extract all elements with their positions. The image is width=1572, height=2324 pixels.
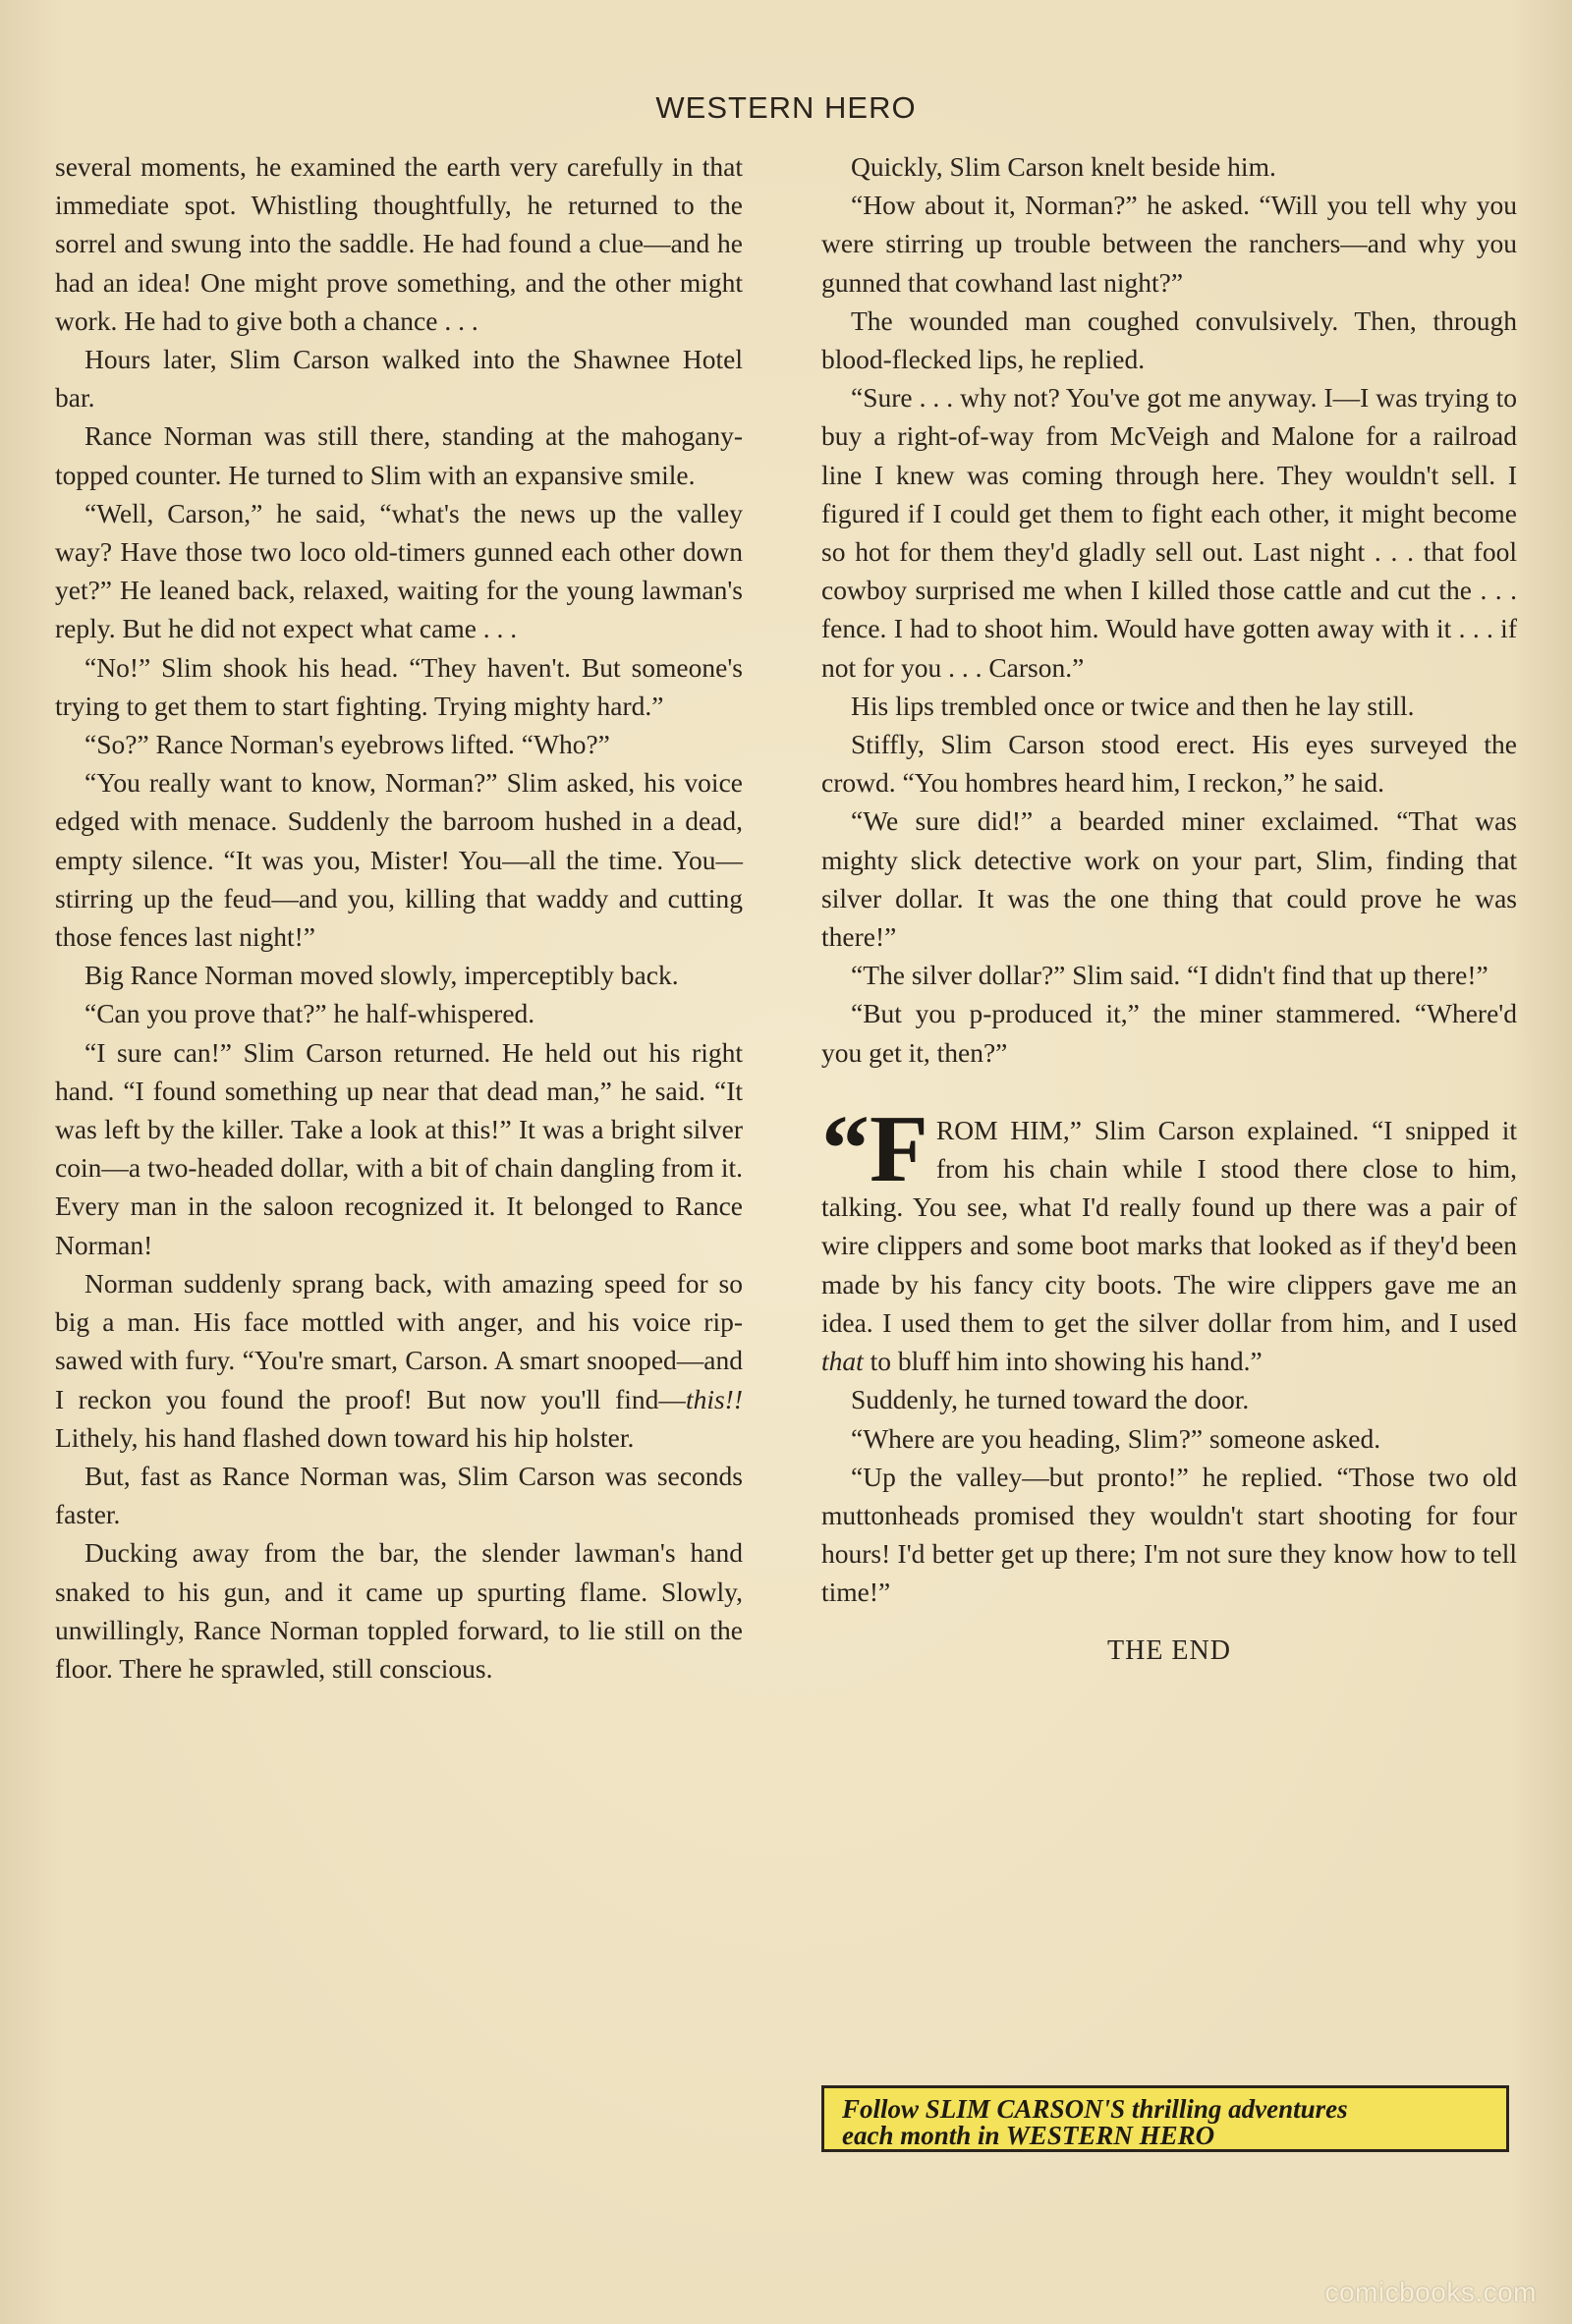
emphasis-text: this!! <box>685 1383 743 1414</box>
paragraph: Suddenly, he turned toward the door. <box>851 1384 1250 1415</box>
paragraph: “I sure can!” Slim Carson returned. He held out his right hand. “I found something up near that dead man,” he said. “It was left by the killer. Take a look at this!” It was a bright silver coin—a two-headed dollar, with a bit of chain dangling from it. Every man in the saloon recognized it. It belonged to Rance Norman! <box>55 1036 743 1260</box>
paragraph: But, fast as Rance Norman was, Slim Carson was seconds faster. <box>55 1460 743 1530</box>
promo-box <box>821 2085 1509 2152</box>
paragraph: The wounded man coughed convulsively. Then, through blood-flecked lips, he replied. <box>821 304 1517 375</box>
text-run: ROM HIM,” Slim Carson explained. “I snipped it from his chain while I stood there close to him, talking. You see, what I'd really found up there was a pair of wire clippers and some boot marks that looked as if they'd been made by his fancy city boots. The wire clippers gave me an idea. I used them to get the silver dollar from him, and I used <box>821 1114 1517 1338</box>
site-watermark: comicbooks.com <box>1324 2277 1537 2307</box>
paragraph: “Where are you heading, Slim?” someone asked. <box>851 1422 1381 1454</box>
paragraph: “But you p-produced it,” the miner stammered. “Where'd you get it, then?” <box>821 998 1517 1068</box>
paragraph: Hours later, Slim Carson walked into the Shawnee Hotel bar. <box>55 344 743 414</box>
left-column <box>55 147 743 1688</box>
paragraph: “Sure . . . why not? You've got me anyway. I—I was trying to buy a right-of-way from McVeigh and Malone for a railroad line I knew was coming through here. They wouldn't sell. I figured if I could get them to fight each other, it might become so hot for them they'd gladly sell out. Last night . . . that fool cowboy surprised me when I killed those cattle and cut the . . . fence. I had to shoot him. Would have gotten away with it . . . if not for you . . . Carson.” <box>821 382 1517 683</box>
dropcap-letter <box>821 1095 928 1202</box>
paragraph: “You really want to know, Norman?” Slim asked, his voice edged with menace. Suddenly the barroom hushed in a dead, empty silence. “It was you, Mister! You—all the time. You—stirring up the feud—and you, killing that waddy and cutting those fences last night!” <box>55 767 743 953</box>
dropcap-paragraph <box>821 1095 1517 1380</box>
paragraph: “We sure did!” a bearded miner exclaimed. “That was mighty slick detective work on your part, Slim, finding that silver dollar. It was the one thing that could prove he was there!” <box>821 805 1517 953</box>
paragraph: several moments, he examined the earth very carefully in that immediate spot. Whistling thoughtfully, he returned to the sorrel and swung into the saddle. He had found a clue—and he had an idea! One might prove something, and the other might work. He had to give both a chance . . . <box>55 151 743 336</box>
paragraph: “Up the valley—but pronto!” he replied. “Those two old muttonheads promised they wouldn't start shooting for four hours! I'd better get up there; I'm not sure they know how to tell time!” <box>821 1461 1517 1608</box>
running-header: WESTERN HERO <box>655 90 917 125</box>
promo-line: each month in WESTERN HERO <box>842 2121 1215 2150</box>
paragraph: “How about it, Norman?” he asked. “Will you tell why you were stirring up trouble between the ranchers—and why you gunned that cowhand last night?” <box>821 190 1517 298</box>
the-end-label: THE END <box>1107 1634 1231 1666</box>
paragraph: His lips trembled once or twice and then he lay still. <box>851 690 1415 721</box>
dropcap-quote: “ <box>821 1095 870 1202</box>
paragraph: Big Rance Norman moved slowly, imperceptibly back. <box>84 960 679 991</box>
paragraph: “Can you prove that?” he half-whispered. <box>84 998 535 1029</box>
paragraph: “No!” Slim shook his head. “They haven't. But someone's trying to get them to start fighting. Trying mighty hard.” <box>55 651 743 721</box>
paragraph: “So?” Rance Norman's eyebrows lifted. “Who?” <box>84 729 610 760</box>
paragraph: “Well, Carson,” he said, “what's the news up the valley way? Have those two loco old-timers gunned each other down yet?” He leaned back, relaxed, waiting for the young lawman's reply. But he did not expect what came . . . <box>55 497 743 644</box>
text-run: Norman suddenly sprang back, with amazing speed for so big a man. His face mottled with anger, and his voice rip-sawed with fury. “You're smart, Carson. A smart snooped—and I reckon you found the proof! But now you'll find— <box>55 1267 743 1414</box>
promo-line: Follow SLIM CARSON'S thrilling adventures <box>842 2094 1348 2124</box>
text-run: Lithely, his hand flashed down toward his hip holster. <box>55 1421 635 1453</box>
paragraph: Rance Norman was still there, standing at the mahogany-topped counter. He turned to Slim with an expansive smile. <box>55 420 743 490</box>
dropcap-initial: F <box>870 1095 928 1202</box>
paragraph <box>55 1264 743 1457</box>
paragraph: “The silver dollar?” Slim said. “I didn't find that up there!” <box>851 960 1488 991</box>
paragraph: Stiffly, Slim Carson stood erect. His eyes surveyed the crowd. “You hombres heard him, I reckon,” he said. <box>821 729 1517 799</box>
text-run: to bluff him into showing his hand.” <box>863 1346 1263 1377</box>
right-column <box>821 147 1517 1670</box>
paragraph: Quickly, Slim Carson knelt beside him. <box>851 151 1276 182</box>
emphasis-text: that <box>821 1346 864 1377</box>
paragraph: Ducking away from the bar, the slender lawman's hand snaked to his gun, and it came up spurting flame. Slowly, unwillingly, Rance Norman toppled forward, to lie still on the floor. There he sprawled, still conscious. <box>55 1537 743 1684</box>
